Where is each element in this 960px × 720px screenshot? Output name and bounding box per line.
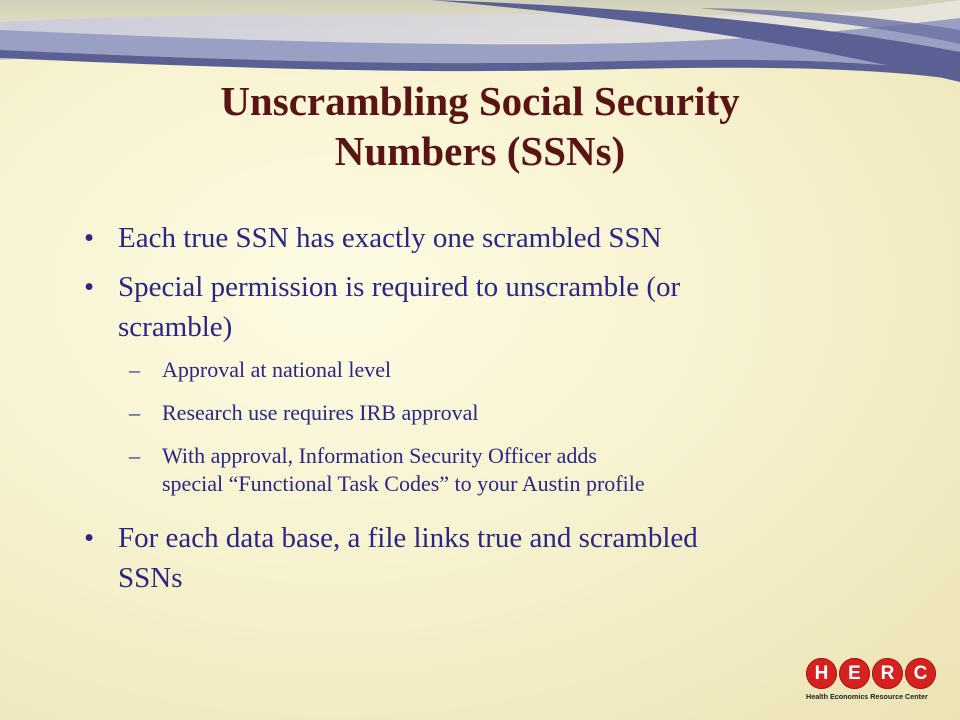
dash-icon: – [129, 400, 140, 425]
bullet-text-continuation: SSNs [118, 562, 183, 594]
logo-tagline: Health Economics Resource Center [806, 692, 928, 701]
slide-title-line-2: Numbers (SSNs) [334, 128, 626, 174]
slide-title-line-1: Unscrambling Social Security [220, 78, 740, 124]
herc-logo [806, 658, 932, 708]
dash-icon: – [129, 357, 140, 382]
sub-bullet-item [84, 356, 904, 384]
sub-bullet-text: Approval at national level [162, 357, 392, 382]
bullet-list [84, 218, 904, 607]
bullet-icon: • [84, 271, 95, 303]
bullet-text: For each data base, a file links true and scrambled [118, 522, 698, 554]
slide-title [80, 76, 880, 176]
sub-bullet-text: Research use requires IRB approval [162, 400, 479, 425]
bullet-text: Special permission is required to unscramble (or [118, 271, 681, 303]
bullet-icon: • [84, 522, 95, 554]
sub-bullet-text-continuation: special “Functional Task Codes” to your Austin profile [162, 471, 645, 496]
bullet-text: Each true SSN has exactly one scrambled SSN [118, 222, 662, 254]
bullet-item [84, 267, 904, 347]
sub-bullet-item [84, 442, 904, 498]
sub-bullet-item [84, 399, 904, 427]
bullet-item [84, 218, 904, 258]
logo-letter-r: R [872, 658, 903, 689]
logo-letter-h: H [806, 658, 837, 689]
bullet-item [84, 518, 904, 598]
logo-letter-e: E [839, 658, 870, 689]
herc-logo-circles [806, 658, 936, 690]
sub-bullet-text: With approval, Information Security Officer adds [162, 443, 597, 468]
bullet-icon: • [84, 222, 95, 254]
dash-icon: – [129, 443, 140, 468]
bullet-text-continuation: scramble) [118, 311, 233, 343]
logo-letter-c: C [905, 658, 936, 689]
